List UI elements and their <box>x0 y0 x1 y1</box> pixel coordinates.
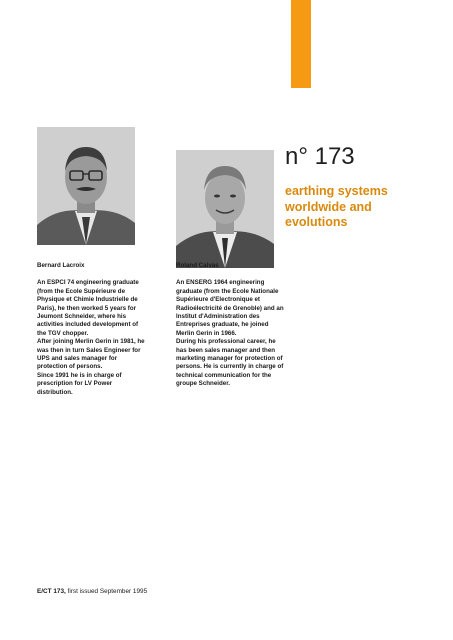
document-code: E/CT 173, <box>37 588 66 595</box>
bio-line: Merlin Gerin in 1966. <box>176 329 237 337</box>
bio-line: persons. He is currently in charge of <box>176 363 284 371</box>
bio-line: the TGV chopper. <box>37 329 89 337</box>
orange-accent-bar <box>291 0 311 88</box>
bio-line: An ESPCI 74 engineering graduate <box>37 279 139 287</box>
document-title <box>285 184 415 231</box>
bio-line: During his professional career, he <box>176 338 276 346</box>
issue-number: n° 173 <box>285 143 355 170</box>
author-photo-1 <box>37 127 135 245</box>
author-photo-2 <box>176 150 274 268</box>
bio-line: prescription for LV Power <box>37 380 113 388</box>
bio-line: technical communication for the <box>176 371 272 379</box>
bio-line: Entreprises graduate, he joined <box>176 321 269 329</box>
portrait-illustration-2 <box>176 150 274 268</box>
title-line: earthing systems <box>285 184 388 198</box>
author-bio <box>37 279 165 397</box>
bio-line: activities included development of <box>37 321 139 329</box>
bio-line: Institut d'Administration des <box>176 313 260 321</box>
bio-line: Since 1991 he is in charge of <box>37 371 122 379</box>
author-bio <box>176 279 308 388</box>
bio-line: Physique et Chimie Industrielle de <box>37 296 138 304</box>
footer-issue-line <box>37 588 147 595</box>
bio-line: graduate (from the Ecole Nationale <box>176 287 279 295</box>
bio-line: marketing manager for protection of <box>176 355 283 363</box>
bio-line: groupe Schneider. <box>176 380 230 388</box>
author-block-calvas <box>176 262 308 389</box>
bio-line: Jeumont Schneider, where his <box>37 313 127 321</box>
bio-line: Radioélectricité de Grenoble) and an <box>176 304 284 312</box>
bio-line: (from the Ecole Supérieure de <box>37 287 126 295</box>
bio-line: Supérieure d'Electronique et <box>176 296 260 304</box>
bio-line: An ENSERG 1964 engineering <box>176 279 265 287</box>
bio-line: was then in turn Sales Engineer for <box>37 346 141 354</box>
bio-line: distribution. <box>37 388 73 396</box>
bio-line: Paris), he then worked 5 years for <box>37 304 137 312</box>
title-line: evolutions <box>285 215 348 229</box>
issue-date: first issued September 1995 <box>65 588 148 595</box>
portrait-illustration-1 <box>37 127 135 245</box>
author-name: Bernard Lacroix <box>37 262 85 269</box>
bio-line: UPS and sales manager for <box>37 355 118 363</box>
bio-line: has been sales manager and then <box>176 346 276 354</box>
author-name: Roland Calvas <box>176 262 219 269</box>
bio-line: protection of persons. <box>37 363 103 371</box>
bio-line: After joining Merlin Gerin in 1981, he <box>37 338 145 346</box>
author-block-lacroix <box>37 262 165 397</box>
title-line: worldwide and <box>285 199 372 214</box>
